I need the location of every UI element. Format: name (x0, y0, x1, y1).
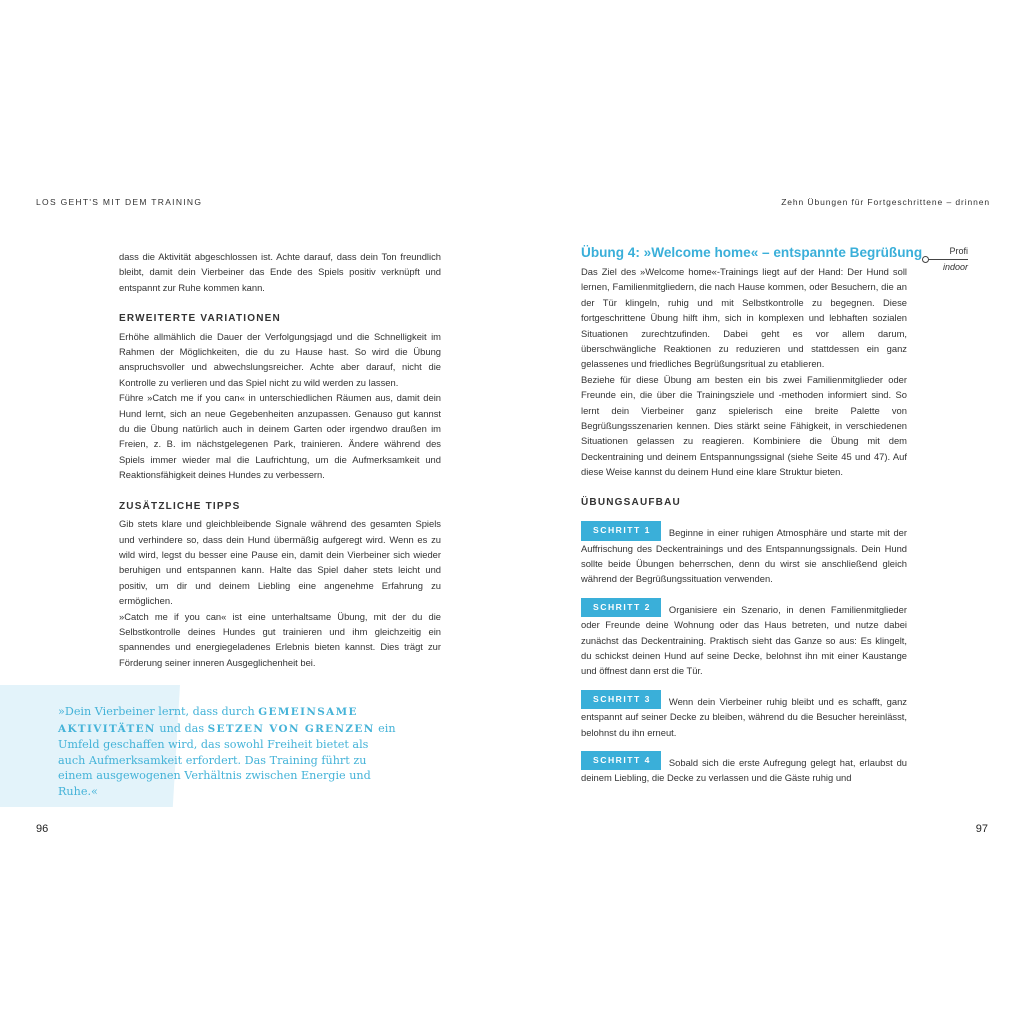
paragraph: »Catch me if you can« ist eine unterhaltsame Übung, mit der du die Selbstkontrolle deines Hundes gut trainieren und ihm gleichzeitig ein spannendes und energiegeladenes Erlebnis bieten kannst. Dies trägt zur Förderung seiner inneren Ausgeglichenheit bei. (119, 610, 441, 668)
quote-text: und das (155, 721, 208, 735)
step-label: SCHRITT 3 (581, 690, 661, 709)
step-1 (581, 521, 907, 587)
left-page-body (119, 249, 441, 670)
section-heading-variations: ERWEITERTE VARIATIONEN (119, 313, 281, 325)
level-label: Profi (949, 246, 968, 256)
pull-quote (58, 704, 398, 799)
step-2 (581, 598, 907, 679)
step-label: SCHRITT 4 (581, 751, 661, 770)
step-text: Beginne in einer ruhigen Atmosphäre und starte mit der Auffrischung des Deckentrainings und des Entspannungssignals. Dein Hund sollte beide Übungen beherrschen, denn du wirst sie anschließend gleich während der Begrüßungssituation verwenden. (581, 527, 907, 585)
section-heading-tips: ZUSÄTZLICHE TIPPS (119, 500, 241, 512)
page-number-left: 96 (36, 823, 49, 835)
step-text: Wenn dein Vierbeiner ruhig bleibt und es schafft, ganz entspannt auf seiner Decke zu bleiben, während du die Besucher hereinlässt, belohnst du ihn erneut. (581, 695, 907, 738)
level-tag (922, 246, 970, 280)
paragraph: Gib stets klare und gleichbleibende Signale während des gesamten Spiels und verhindere so, dass dein Hund übermäßig aufgeregt wird. Wenn es zu wild wird, legst du besser eine Pause ein, damit dein Vierbeiner sich wieder beruhigen und entspannen kann. Halte das Spiel daher stets leicht und positiv, um dir und deinem Liebling eine angenehme Erfahrung zu ermöglichen. (119, 518, 441, 607)
intro-paragraph: dass die Aktivität abgeschlossen ist. Achte darauf, dass dein Ton freundlich bleibt, damit dein Vierbeiner das Ende des Spiels positiv verknüpft und entspannt zur Ruhe kommen kann. (119, 251, 441, 293)
quote-emphasis: GEMEINSAME AKTIVITÄTEN (58, 706, 358, 735)
running-head-right: Zehn Übungen für Fortgeschrittene – drinnen (781, 197, 990, 207)
step-text: Sobald sich die erste Aufregung gelegt hat, erlaubst du deinem Liebling, die Decke zu verlassen und die Gäste ruhig und (581, 756, 907, 784)
quote-emphasis: SETZEN VON GRENZEN (207, 722, 375, 735)
exercise-title: Übung 4: »Welcome home« – entspannte Begrüßung (581, 245, 923, 260)
quote-text: »Dein Vierbeiner lernt, dass durch (58, 705, 259, 718)
running-head-left: LOS GEHT'S MIT DEM TRAINING (36, 197, 203, 207)
level-divider (928, 259, 968, 260)
step-3 (581, 690, 907, 740)
paragraph: Erhöhe allmählich die Dauer der Verfolgungsjagd und die Schnelligkeit im Rahmen der Möglichkeiten, die du zu Hause hast. So wird die Übung anspruchsvoller und abwechslungsreicher. Achte aber darauf, nicht die Kontrolle zu verlieren und das Spiel nicht zu wild werden zu lassen. (119, 330, 441, 388)
step-4 (581, 751, 907, 786)
paragraph: Beziehe für diese Übung am besten ein bis zwei Familienmitglieder oder Freunde ein, die über die Trainingsziele und -methoden informiert sind. So lernt dein Vierbeiner ganz spielerisch eine breite Palette von Begrüßungsszenarien kennen. Dies stärkt seine Fähigkeit, in verschiedenen Situationen gelassen zu reagieren. Kombiniere die Übung mit dem Deckentraining und deinem Entspannungssignal (siehe Seite 45 und 47). Auf diese Weise kannst du deinem Hund eine klare Struktur bieten. (581, 373, 907, 478)
step-label: SCHRITT 1 (581, 521, 661, 540)
right-page-body (581, 264, 907, 786)
section-heading-setup: ÜBUNGSAUFBAU (581, 496, 681, 508)
paragraph: Das Ziel des »Welcome home«-Trainings liegt auf der Hand: Der Hund soll lernen, Familienmitgliedern, die nach Hause kommen, oder Besuchern, die an der Tür klingeln, ruhig und mit Selbstkontrolle zu begegnen. Diese fortgeschrittene Übung hilft ihm, sich in komplexen und lebhaften sozialen Situationen zurechtzufinden. Dabei geht es vor allem darum, überschwängliche Reaktionen zu reduzieren und stattdessen ein ganz gelassenes und friedliches Begrüßungsritual zu etablieren. (581, 266, 907, 370)
paragraph: Führe »Catch me if you can« in unterschiedlichen Räumen aus, damit dein Hund lernt, sich an neue Gegebenheiten anzupassen. Genauso gut kannst du die Übung natürlich auch in deinem Garten oder irgendwo draußen im Freien, z. B. im nächstgelegenen Park, trainieren. Ändere während des Spiels immer wieder mal die Laufrichtung, um die Aufmerksamkeit und Reaktionsfähigkeit deines Hundes zu verbessern. (119, 392, 441, 481)
page-number-right: 97 (975, 823, 988, 835)
level-location: indoor (942, 262, 968, 272)
step-label: SCHRITT 2 (581, 598, 661, 617)
step-text: Organisiere ein Szenario, in denen Familienmitglieder oder Freunde deine Wohnung oder das Haus betreten, und nutze dabei zunächst das Deckentraining. Praktisch sieht das Ganze so aus: Es klingelt, du schickst deinen Hund auf seine Decke, belohnst ihn mit einer Kaustange und öffnest dann erst die Tür. (581, 603, 907, 677)
quote-text: ein Umfeld geschaffen wird, das sowohl Freiheit bietet als auch Aufmerksamkeit erfordert. Das Training führt zu einem ausgewogenen Verhältnis zwischen Energie und Ruhe.« (58, 721, 396, 798)
